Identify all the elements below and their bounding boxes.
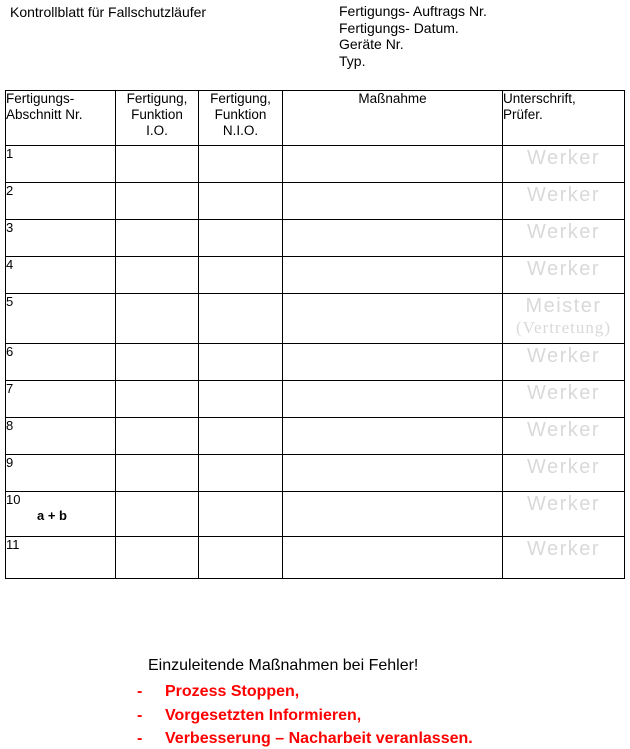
nio-cell bbox=[199, 381, 283, 418]
error-action-item bbox=[137, 727, 630, 749]
io-cell bbox=[116, 294, 199, 344]
signature-cell bbox=[503, 183, 625, 220]
signature-cell bbox=[503, 455, 625, 492]
row-number-cell bbox=[6, 344, 116, 381]
signer-watermark: Werker bbox=[526, 493, 601, 515]
column-header-line: Fertigung, bbox=[210, 91, 271, 106]
table-row bbox=[6, 257, 625, 294]
table-row bbox=[6, 492, 625, 537]
row-number: 7 bbox=[6, 381, 14, 396]
nio-cell bbox=[199, 146, 283, 183]
column-header-line: I.O. bbox=[146, 123, 168, 138]
io-cell bbox=[116, 183, 199, 220]
signature-cell bbox=[503, 220, 625, 257]
io-cell bbox=[116, 418, 199, 455]
column-header-line: Unterschrift, bbox=[503, 91, 576, 106]
column-header-line: N.I.O. bbox=[222, 123, 259, 138]
error-actions-notice bbox=[0, 656, 630, 749]
massnahme-cell bbox=[283, 381, 503, 418]
table-row bbox=[6, 381, 625, 418]
signature-cell bbox=[503, 492, 625, 537]
error-action-text: Vorgesetzten Informieren, bbox=[165, 706, 362, 724]
signer-watermark: Meister bbox=[525, 295, 602, 317]
io-cell bbox=[116, 381, 199, 418]
row-number: 2 bbox=[6, 183, 14, 198]
row-number-cell bbox=[6, 455, 116, 492]
error-action-item bbox=[137, 704, 630, 728]
nio-cell bbox=[199, 183, 283, 220]
table-row bbox=[6, 455, 625, 492]
io-cell bbox=[116, 455, 199, 492]
massnahme-cell bbox=[283, 537, 503, 579]
row-sublabel: a + b bbox=[37, 508, 67, 523]
row-number-cell bbox=[6, 294, 116, 344]
field-geraete-nr: Geräte Nr. bbox=[339, 36, 404, 52]
bullet-dash: - bbox=[137, 683, 143, 700]
column-header-line: Funktion bbox=[131, 107, 183, 122]
io-cell bbox=[116, 492, 199, 537]
column-header-line: Funktion bbox=[214, 107, 267, 122]
signer-watermark: Werker bbox=[526, 147, 601, 169]
table-header-row bbox=[6, 91, 625, 146]
massnahme-cell bbox=[283, 220, 503, 257]
nio-cell bbox=[199, 492, 283, 537]
column-header-line: Maßnahme bbox=[358, 91, 427, 106]
error-actions-heading: Einzuleitende Maßnahmen bei Fehler! bbox=[148, 657, 419, 674]
nio-cell bbox=[199, 257, 283, 294]
error-action-text: Verbesserung – Nacharbeit veranlassen. bbox=[165, 730, 473, 747]
nio-cell bbox=[199, 344, 283, 381]
row-number: 11 bbox=[6, 537, 20, 552]
table-row bbox=[6, 294, 625, 344]
row-number-cell bbox=[6, 146, 116, 183]
massnahme-cell bbox=[283, 492, 503, 537]
column-header-abschnitt bbox=[6, 91, 116, 146]
signature-cell bbox=[503, 257, 625, 294]
table-row bbox=[6, 183, 625, 220]
table-row bbox=[6, 537, 625, 579]
signer-watermark: Werker bbox=[526, 345, 601, 367]
massnahme-cell bbox=[283, 455, 503, 492]
io-cell bbox=[116, 220, 199, 257]
signer-watermark: Werker bbox=[526, 538, 601, 560]
massnahme-cell bbox=[283, 294, 503, 344]
row-number: 8 bbox=[6, 418, 14, 433]
column-header-line: Abschnitt Nr. bbox=[6, 107, 83, 122]
massnahme-cell bbox=[283, 257, 503, 294]
error-action-text: Prozess Stoppen, bbox=[165, 683, 300, 700]
signer-watermark: Werker bbox=[526, 382, 601, 404]
nio-cell bbox=[199, 220, 283, 257]
massnahme-cell bbox=[283, 418, 503, 455]
nio-cell bbox=[199, 418, 283, 455]
massnahme-cell bbox=[283, 146, 503, 183]
table-row bbox=[6, 344, 625, 381]
signer-watermark: Werker bbox=[526, 221, 601, 243]
massnahme-cell bbox=[283, 344, 503, 381]
signer-note-watermark: (Vertretung) bbox=[515, 318, 612, 337]
row-number-cell bbox=[6, 418, 116, 455]
field-datum: Fertigungs- Datum. bbox=[339, 19, 459, 36]
row-number: 10 bbox=[6, 492, 21, 507]
row-number-cell bbox=[6, 537, 116, 579]
signer-watermark: Werker bbox=[526, 419, 601, 441]
row-number: 4 bbox=[6, 257, 14, 272]
row-number: 3 bbox=[6, 220, 14, 235]
page-title: Kontrollblatt für Fallschutzläufer bbox=[10, 4, 207, 20]
signer-watermark: Werker bbox=[526, 184, 601, 206]
row-number: 6 bbox=[6, 344, 14, 359]
signature-cell bbox=[503, 537, 625, 579]
order-fields-block bbox=[339, 3, 487, 69]
io-cell bbox=[116, 146, 199, 183]
nio-cell bbox=[199, 294, 283, 344]
row-number-cell bbox=[6, 381, 116, 418]
signature-cell bbox=[503, 418, 625, 455]
row-number-cell bbox=[6, 183, 116, 220]
signer-watermark: Werker bbox=[526, 258, 601, 280]
row-number-cell bbox=[6, 492, 116, 537]
column-header-line: Fertigung, bbox=[126, 91, 188, 106]
nio-cell bbox=[199, 455, 283, 492]
field-auftrags-nr: Fertigungs- Auftrags Nr. bbox=[339, 3, 487, 19]
table-row bbox=[6, 418, 625, 455]
io-cell bbox=[116, 537, 199, 579]
bullet-dash: - bbox=[137, 706, 143, 724]
signer-watermark: Werker bbox=[526, 456, 601, 478]
massnahme-cell bbox=[283, 183, 503, 220]
signature-cell bbox=[503, 294, 625, 344]
nio-cell bbox=[199, 537, 283, 579]
column-header-nio bbox=[199, 91, 283, 146]
column-header-unterschrift bbox=[503, 91, 625, 146]
row-number-cell bbox=[6, 257, 116, 294]
signature-cell bbox=[503, 381, 625, 418]
error-action-item bbox=[137, 680, 630, 704]
column-header-io bbox=[116, 91, 199, 146]
io-cell bbox=[116, 257, 199, 294]
column-header-massnahme bbox=[283, 91, 503, 146]
control-table bbox=[5, 90, 625, 579]
signature-cell bbox=[503, 146, 625, 183]
row-number: 1 bbox=[6, 146, 14, 161]
row-number: 5 bbox=[6, 294, 14, 309]
bullet-dash: - bbox=[137, 730, 143, 747]
column-header-line: Prüfer. bbox=[503, 107, 543, 122]
column-header-line: Fertigungs- bbox=[6, 91, 75, 106]
field-typ: Typ. bbox=[339, 52, 366, 69]
row-number-cell bbox=[6, 220, 116, 257]
io-cell bbox=[116, 344, 199, 381]
table-row bbox=[6, 146, 625, 183]
row-number: 9 bbox=[6, 455, 14, 470]
signature-cell bbox=[503, 344, 625, 381]
table-row bbox=[6, 220, 625, 257]
